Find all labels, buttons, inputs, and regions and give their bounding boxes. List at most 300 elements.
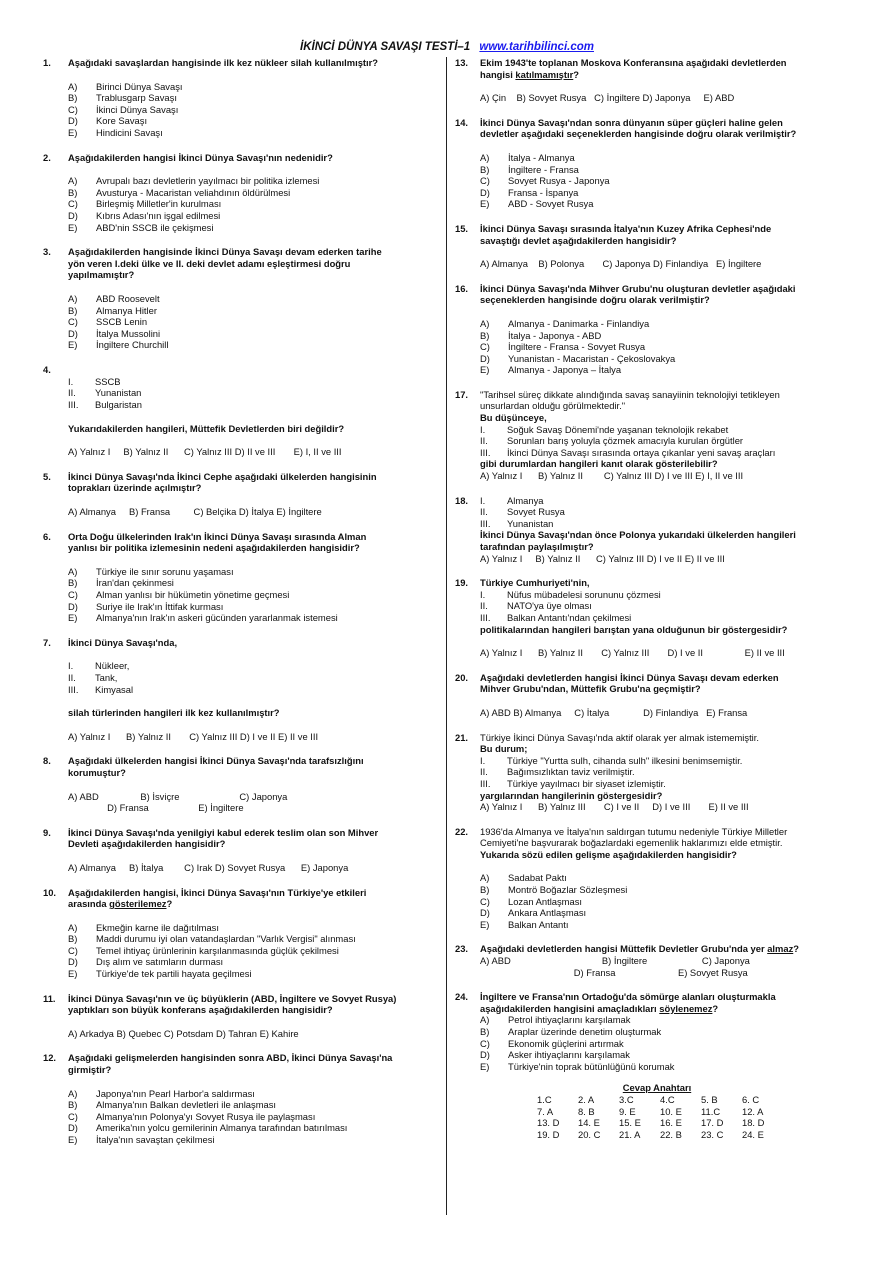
- roman-numeral: II.: [480, 766, 488, 778]
- question-number: 11.: [43, 992, 56, 1004]
- question-text-line: Yukarıdakilerden hangileri, Müttefik Devletlerden biri değildir?: [68, 422, 345, 434]
- answer-option[interactable]: [68, 612, 439, 624]
- question-18: [455, 495, 850, 565]
- answer-option[interactable]: [68, 933, 439, 945]
- option-letter: C): [68, 1110, 78, 1122]
- question-19: [455, 577, 850, 659]
- answer-option[interactable]: [68, 210, 439, 222]
- roman-item: [480, 495, 850, 507]
- option-text: Hindicini Savaşı: [96, 126, 163, 138]
- spacer: [455, 635, 850, 647]
- roman-item: [68, 376, 439, 388]
- roman-text: Nüfus mübadelesi sorununu çözmesi: [507, 588, 661, 600]
- option-text: Avusturya - Macaristan veliahdının öldürülmesi: [96, 186, 291, 198]
- question-9: [43, 827, 439, 874]
- option-text: Japonya'nın Pearl Harbor'a saldırması: [96, 1087, 255, 1099]
- question-22: [455, 826, 850, 931]
- question-number: 4.: [43, 363, 51, 375]
- spacer: [43, 814, 439, 827]
- option-text: İngiltere - Fransa - Sovyet Rusya: [508, 341, 646, 353]
- answer-option[interactable]: [480, 175, 850, 187]
- answer-option[interactable]: [480, 1014, 850, 1026]
- option-letter: B): [68, 304, 78, 316]
- roman-text: Sovyet Rusya: [507, 506, 565, 518]
- answer-option[interactable]: [68, 81, 439, 93]
- spacer: [455, 104, 850, 117]
- answer-choices-line[interactable]: D) Fransa E) İngiltere: [68, 802, 244, 814]
- answer-option[interactable]: [480, 872, 850, 884]
- spacer: [43, 494, 439, 506]
- option-text: İtalya'nın savaştan çekilmesi: [96, 1134, 215, 1145]
- question-text-line: arasında gösterilemez?: [68, 898, 173, 910]
- question-number: 2.: [43, 151, 51, 163]
- answer-key-cell: 19. D: [537, 1128, 560, 1140]
- question-prompt: gibi durumlardan hangileri kanıt olarak gösterilebilir?: [480, 458, 718, 470]
- answer-key-cell: 13. D: [537, 1117, 560, 1129]
- answer-option[interactable]: [480, 919, 850, 931]
- page-header: [0, 42, 894, 54]
- option-text: İkinci Dünya Savaşı: [96, 103, 179, 115]
- answer-option[interactable]: [480, 318, 850, 330]
- roman-text: İkinci Dünya Savaşı sırasında ortaya çıkanlar yeni savaş araçları: [507, 446, 776, 458]
- roman-item: [68, 660, 439, 672]
- answer-option[interactable]: [68, 127, 439, 139]
- left-column: [43, 57, 439, 1146]
- question-number: 15.: [455, 222, 469, 234]
- spacer: [455, 930, 850, 943]
- spacer: [455, 719, 850, 732]
- answer-option[interactable]: [480, 1026, 850, 1038]
- answer-choices-line[interactable]: A) ABD B) Almanya C) İtalya D) Finlandiya E) Fransa: [480, 706, 748, 718]
- roman-item: [480, 778, 850, 790]
- question-text-line: İkinci Dünya Savaşı'nda Mihver Grubu'nu oluşturan devletler aşağıdaki: [480, 282, 796, 294]
- question-5: [43, 471, 439, 518]
- question-text-line: tarafından paylaşılmıştır?: [480, 541, 594, 552]
- answer-choices-line[interactable]: A) Yalnız I B) Yalnız II C) Yalnız III D) I ve II E) II ve III: [480, 552, 725, 564]
- answer-key-cell: 8. B: [578, 1105, 595, 1117]
- answer-key-cell: 18. D: [742, 1117, 765, 1129]
- answer-choices-line[interactable]: A) ABD B) İsviçre C) Japonya: [68, 790, 288, 802]
- answer-key-cell: 23. C: [701, 1128, 724, 1140]
- spacer: [455, 860, 850, 872]
- option-letter: C): [68, 316, 78, 328]
- question-text-line: İkinci Dünya Savaşı sırasında İtalya'nın Kuzey Afrika Cephesi'nde: [480, 222, 772, 234]
- roman-item: [68, 387, 439, 399]
- answer-option[interactable]: [68, 198, 439, 210]
- answer-choices-line[interactable]: A) Almanya B) Fransa C) Belçika D) İtalya E) İngiltere: [68, 506, 322, 518]
- roman-numeral: III.: [480, 446, 491, 458]
- option-letter: B): [68, 186, 78, 198]
- option-text: Almanya Hitler: [96, 304, 157, 316]
- option-text: Asker ihtiyaçlarını karşılamak: [508, 1049, 630, 1061]
- roman-item: [68, 399, 439, 411]
- question-text-line: girmiştir?: [68, 1064, 112, 1076]
- answer-option[interactable]: [68, 956, 439, 968]
- option-text: Ekonomik güçlerini artırmak: [508, 1037, 624, 1049]
- option-letter: D): [68, 1122, 78, 1134]
- spacer: [43, 411, 439, 423]
- roman-text: Nükleer,: [95, 660, 130, 672]
- roman-numeral: II.: [68, 671, 76, 683]
- answer-key-cell: 7. A: [537, 1105, 554, 1117]
- question-text-line: seçeneklerden hangisinde doğru olarak verilmiştir?: [480, 294, 710, 306]
- spacer: [43, 910, 439, 922]
- question-text-line: İkinci Dünya Savaşı'nda,: [68, 636, 178, 648]
- option-text: Türkiye'nin toprak bütünlüğünü korumak: [508, 1060, 675, 1072]
- answer-option[interactable]: [480, 164, 850, 176]
- answer-key-table: [537, 1094, 783, 1140]
- question-number: 17.: [455, 388, 469, 400]
- question-prompt: yargılarından hangilerinin göstergesidir?: [480, 789, 663, 801]
- option-letter: B): [68, 92, 78, 104]
- answer-option[interactable]: [68, 922, 439, 934]
- answer-key-cell: 10. E: [660, 1105, 682, 1117]
- answer-choices-line[interactable]: D) Fransa E) Sovyet Rusya: [480, 966, 748, 978]
- question-text-line: aşağıdakilerden hangisini amaçladıkları söylenemez?: [480, 1002, 719, 1014]
- option-text: Kıbrıs Adası'nın işgal edilmesi: [96, 209, 221, 221]
- spacer: [43, 695, 439, 707]
- answer-option[interactable]: [480, 198, 850, 210]
- answer-key-cell: 4.C: [660, 1093, 675, 1105]
- roman-numeral: I.: [68, 660, 74, 672]
- roman-text: Kimyasal: [95, 683, 134, 695]
- option-text: Trablusgarp Savaşı: [96, 92, 177, 104]
- answer-option[interactable]: [68, 1122, 439, 1134]
- option-text: Petrol ihtiyaçlarını karşılamak: [508, 1014, 631, 1026]
- option-letter: E): [68, 968, 78, 980]
- answer-option[interactable]: [480, 330, 850, 342]
- question-number: 5.: [43, 470, 51, 482]
- answer-option[interactable]: [68, 222, 439, 234]
- answer-option[interactable]: [68, 115, 439, 127]
- roman-numeral: III.: [480, 517, 491, 529]
- spacer: [455, 210, 850, 223]
- answer-choices-line[interactable]: A) Almanya B) İtalya C) Irak D) Sovyet Rusya E) Japonya: [68, 861, 349, 873]
- option-letter: A): [480, 872, 490, 884]
- question-text-line: Türkiye İkinci Dünya Savaşı'nda aktif olarak yer almak istememiştir.: [480, 731, 759, 743]
- question-text-line: unsurlardan olduğu görülmektedir.": [480, 400, 626, 412]
- option-text: Avrupalı bazı devletlerin yayılmacı bir politika izlemesi: [96, 175, 320, 187]
- option-text: Amerika'nın yolcu gemilerinin Almanya tarafından batırılması: [96, 1122, 348, 1134]
- answer-key-cell: 14. E: [578, 1117, 600, 1129]
- option-text: Fransa - İspanya: [508, 186, 579, 198]
- answer-choices-line[interactable]: A) Arkadya B) Quebec C) Potsdam D) Tahran E) Kahire: [68, 1027, 299, 1039]
- site-link[interactable]: www.tarihbilinci.com: [479, 41, 594, 53]
- option-letter: D): [68, 600, 78, 612]
- roman-numeral: I.: [68, 375, 74, 387]
- question-number: 12.: [43, 1052, 57, 1064]
- question-text-line: Aşağıdaki devletlerden hangisi İkinci Dünya Savaşı devam ederken: [480, 671, 779, 683]
- spacer: [455, 306, 850, 318]
- question-number: 22.: [455, 825, 469, 837]
- answer-key-cell: 1.C: [537, 1093, 552, 1105]
- option-letter: D): [480, 186, 490, 198]
- question-number: 8.: [43, 755, 51, 767]
- answer-option[interactable]: [480, 1061, 850, 1073]
- roman-text: Tank,: [95, 671, 118, 683]
- answer-option[interactable]: [480, 341, 850, 353]
- answer-key-cell: 16. E: [660, 1117, 682, 1129]
- answer-key-cell: 17. D: [701, 1117, 724, 1129]
- option-letter: A): [68, 1087, 78, 1099]
- question-8: [43, 755, 439, 813]
- answer-option[interactable]: [68, 577, 439, 589]
- roman-item: [480, 435, 850, 447]
- roman-text: Türkiye yayılmacı bir siyaset izlemiştir.: [507, 777, 666, 789]
- question-text-line: Aşağıdakilerden hangisinde İkinci Dünya Savaşı devam ederken tarihe: [68, 246, 382, 258]
- answer-option[interactable]: [480, 884, 850, 896]
- answer-key-cell: 3.C: [619, 1093, 634, 1105]
- question-text-line: Ekim 1943'te toplanan Moskova Konferansına aşağıdaki devletlerden: [480, 57, 787, 68]
- question-number: 18.: [455, 494, 469, 506]
- option-text: Almanya - Danimarka - Finlandiya: [508, 317, 650, 329]
- question-13: [455, 57, 850, 104]
- roman-numeral: II.: [480, 435, 488, 447]
- answer-option[interactable]: [68, 316, 439, 328]
- spacer: [43, 518, 439, 531]
- question-text-line: İkinci Dünya Savaşı'nda yenilgiyi kabul ederek teslim olan son Mihver: [68, 826, 379, 838]
- option-text: Sovyet Rusya - Japonya: [508, 175, 610, 187]
- question-text-line: toprakları üzerinde açılmıştır?: [68, 482, 202, 494]
- option-text: Almanya'nın Balkan devletleri ile anlaşması: [96, 1099, 277, 1111]
- question-number: 6.: [43, 530, 51, 542]
- spacer: [455, 270, 850, 283]
- roman-text: Soğuk Savaş Dönemi'nde yaşanan teknolojik rekabet: [507, 423, 729, 435]
- answer-key-cell: 15. E: [619, 1117, 641, 1129]
- answer-option[interactable]: [480, 152, 850, 164]
- question-number: 3.: [43, 246, 51, 258]
- option-letter: E): [68, 339, 78, 351]
- spacer: [43, 351, 439, 364]
- answer-option[interactable]: [68, 1111, 439, 1123]
- spacer: [43, 624, 439, 637]
- spacer: [43, 458, 439, 471]
- option-text: Almanya'nın Irak'ın askeri gücünden yararlanmak istemesi: [96, 612, 338, 624]
- roman-numeral: I.: [480, 423, 486, 435]
- answer-choices-line[interactable]: A) Yalnız I B) Yalnız III C) I ve II D) I ve III E) II ve III: [480, 801, 749, 813]
- question-text-line: Aşağıdaki gelişmelerden hangisinden sonra ABD, İkinci Dünya Savaşı'na: [68, 1052, 393, 1064]
- question-prompt: Bu düşünceye,: [480, 412, 547, 424]
- question-6: [43, 531, 439, 624]
- answer-option[interactable]: [68, 566, 439, 578]
- option-text: Birleşmiş Milletler'in kurulması: [96, 198, 222, 210]
- question-text-line: Orta Doğu ülkelerinden Irak'ın İkinci Dünya Savaşı sırasında Alman: [68, 530, 367, 542]
- answer-option[interactable]: [68, 328, 439, 340]
- question-text-line: İngiltere ve Fransa'nın Ortadoğu'da sömürge alanları oluşturmakla: [480, 991, 776, 1003]
- answer-option[interactable]: [68, 293, 439, 305]
- question-text-line: yanlısı bir politika izlemesinin nedeni aşağıdakilerden hangisidir?: [68, 542, 360, 554]
- option-text: Sadabat Paktı: [508, 872, 567, 884]
- option-letter: B): [68, 933, 78, 945]
- option-text: Lozan Antlaşması: [508, 895, 583, 907]
- question-20: [455, 672, 850, 719]
- spacer: [43, 434, 439, 446]
- spacer: [455, 482, 850, 495]
- roman-numeral: II.: [480, 600, 488, 612]
- answer-choices-line[interactable]: A) Almanya B) Polonya C) Japonya D) Finlandiya E) İngiltere: [480, 258, 762, 270]
- spacer: [455, 564, 850, 577]
- option-letter: C): [68, 198, 78, 210]
- roman-numeral: III.: [480, 777, 491, 789]
- spacer: [43, 980, 439, 993]
- answer-option[interactable]: [68, 1134, 439, 1146]
- option-letter: A): [480, 317, 490, 329]
- answer-option[interactable]: [68, 1099, 439, 1111]
- question-text-line: yapılmamıştır?: [68, 269, 135, 281]
- test-title: İKİNCİ DÜNYA SAVAŞI TESTİ–1: [300, 41, 471, 53]
- answer-option[interactable]: [68, 589, 439, 601]
- option-text: ABD - Sovyet Rusya: [508, 198, 594, 210]
- option-text: Almanya - Japonya – İtalya: [508, 364, 622, 376]
- spacer: [43, 233, 439, 246]
- option-text: Ekmeğin karne ile dağıtılması: [96, 921, 219, 933]
- option-letter: B): [68, 1099, 78, 1111]
- option-letter: D): [68, 209, 78, 221]
- option-text: İtalya - Almanya: [508, 151, 575, 163]
- answer-option[interactable]: [68, 945, 439, 957]
- roman-numeral: III.: [68, 683, 79, 695]
- question-text-line: İkinci Dünya Savaşı'nın ve üç büyüklerin (ABD, İngiltere ve Sovyet Rusya): [68, 992, 397, 1004]
- roman-item: [480, 424, 850, 436]
- question-number: 16.: [455, 282, 469, 294]
- answer-option[interactable]: [480, 353, 850, 365]
- question-text-line: Aşağıdaki devletlerden hangisi Müttefik Devletler Grubu'nda yer almaz?: [480, 943, 799, 955]
- option-letter: C): [480, 341, 490, 353]
- spacer: [43, 719, 439, 731]
- roman-item: [68, 684, 439, 696]
- option-letter: A): [68, 921, 78, 933]
- question-number: 24.: [455, 991, 469, 1003]
- answer-key-cell: 24. E: [742, 1128, 764, 1140]
- answer-key-row: [537, 1129, 783, 1141]
- question-17: [455, 389, 850, 482]
- answer-option[interactable]: [68, 104, 439, 116]
- option-letter: E): [68, 221, 78, 233]
- roman-item: [480, 447, 850, 459]
- answer-option[interactable]: [68, 92, 439, 104]
- question-number: 20.: [455, 671, 469, 683]
- roman-text: NATO'ya üye olması: [507, 600, 592, 612]
- answer-option[interactable]: [480, 1038, 850, 1050]
- question-11: [43, 993, 439, 1040]
- question-text-line: silah türlerinden hangileri ilk kez kullanılmıştır?: [68, 707, 280, 719]
- option-text: Alman yanlısı bir hükümetin yönetime geçmesi: [96, 589, 290, 600]
- option-text: Balkan Antantı: [508, 918, 569, 930]
- answer-option[interactable]: [480, 1049, 850, 1061]
- spacer: [43, 554, 439, 566]
- spacer: [455, 813, 850, 826]
- question-text-line: hangisi katılmamıştır?: [480, 68, 579, 80]
- answer-option[interactable]: [68, 968, 439, 980]
- option-letter: E): [68, 612, 78, 624]
- question-3: [43, 246, 439, 351]
- answer-option[interactable]: [480, 364, 850, 376]
- question-12: [43, 1052, 439, 1145]
- question-text-line: politikalarından hangileri barıştan yana olduğunun bir göstergesidir?: [480, 623, 788, 635]
- roman-numeral: II.: [68, 387, 76, 399]
- answer-key-cell: 12. A: [742, 1105, 764, 1117]
- question-text-line: Türkiye Cumhuriyeti'nin,: [480, 577, 590, 589]
- roman-text: SSCB: [95, 375, 121, 387]
- option-letter: B): [480, 329, 490, 341]
- question-24: [455, 991, 850, 1072]
- answer-option[interactable]: [68, 1088, 439, 1100]
- answer-key-cell: 6. C: [742, 1093, 760, 1105]
- answer-option[interactable]: [480, 907, 850, 919]
- option-letter: E): [480, 364, 490, 376]
- answer-key-cell: 9. E: [619, 1105, 636, 1117]
- spacer: [455, 695, 850, 707]
- roman-text: Bağımsızlıktan taviz verilmiştir.: [507, 766, 635, 778]
- question-text-line: Aşağıdaki savaşlardan hangisinde ilk kez nükleer silah kullanılmıştır?: [68, 57, 379, 68]
- option-letter: C): [68, 103, 78, 115]
- answer-option[interactable]: [68, 187, 439, 199]
- question-number: 9.: [43, 826, 51, 838]
- option-text: SSCB Lenin: [96, 316, 148, 328]
- option-text: Almanya'nın Polonya'yı Sovyet Rusya ile paylaşması: [96, 1110, 316, 1122]
- question-text-line: "Tarihsel süreç dikkate alındığında savaş sanayiinin teknolojiyi tetikleyen: [480, 388, 780, 400]
- spacer: [43, 163, 439, 175]
- question-text-line: devletler aşağıdaki seçeneklerden hangisinde doğru olarak verilmiştir?: [480, 128, 797, 140]
- question-text-line: Aşağıdakilerden hangisi İkinci Dünya Savaşı'nın nedenidir?: [68, 151, 333, 163]
- spacer: [43, 1016, 439, 1028]
- roman-text: Balkan Antantı'ndan çekilmesi: [507, 611, 632, 623]
- question-text-line: savaştığı devlet aşağıdakilerden hangisidir?: [480, 234, 677, 246]
- spacer: [43, 850, 439, 862]
- answer-option[interactable]: [68, 339, 439, 351]
- right-column: [455, 57, 850, 1140]
- answer-key: [537, 1082, 850, 1140]
- answer-key-row: [537, 1117, 783, 1129]
- answer-choices-line[interactable]: A) Yalnız I B) Yalnız II C) Yalnız III D) I ve II E) II ve III: [480, 647, 785, 659]
- answer-option[interactable]: [68, 601, 439, 613]
- question-number: 10.: [43, 886, 57, 898]
- answer-choices-line[interactable]: A) Yalnız I B) Yalnız II C) Yalnız III D) I ve II E) II ve III: [68, 730, 319, 742]
- option-letter: D): [68, 956, 78, 968]
- answer-option[interactable]: [480, 187, 850, 199]
- roman-item: [68, 672, 439, 684]
- spacer: [43, 742, 439, 755]
- roman-item: [480, 755, 850, 767]
- option-letter: E): [68, 1134, 78, 1145]
- option-letter: E): [480, 198, 490, 210]
- option-letter: D): [480, 1049, 490, 1061]
- roman-item: [480, 506, 850, 518]
- question-14: [455, 117, 850, 210]
- option-text: İngiltere - Fransa: [508, 163, 579, 175]
- option-letter: D): [68, 115, 78, 127]
- spacer: [43, 364, 439, 376]
- roman-numeral: III.: [480, 611, 491, 623]
- answer-choices-line[interactable]: A) Yalnız I B) Yalnız II C) Yalnız III D) I ve III E) I, II ve III: [480, 470, 744, 482]
- answer-choices-line[interactable]: A) Çin B) Sovyet Rusya C) İngiltere D) Japonya E) ABD: [480, 92, 735, 104]
- answer-choices-line[interactable]: A) Yalnız I B) Yalnız II C) Yalnız III D) II ve III E) I, II ve III: [68, 446, 342, 458]
- answer-option[interactable]: [68, 305, 439, 317]
- spacer: [43, 281, 439, 293]
- question-text-line: korumuştur?: [68, 766, 126, 778]
- roman-item: [480, 589, 850, 601]
- roman-item: [480, 600, 850, 612]
- answer-option[interactable]: [68, 175, 439, 187]
- answer-key-cell: 20. C: [578, 1128, 601, 1140]
- answer-choices-line[interactable]: A) ABD B) İngiltere C) Japonya: [480, 955, 750, 967]
- option-text: Araplar üzerinde denetim oluşturmak: [508, 1026, 662, 1037]
- option-text: Türkiye ile sınır sorunu yaşaması: [96, 565, 234, 577]
- answer-option[interactable]: [480, 896, 850, 908]
- spacer: [43, 69, 439, 81]
- question-text-line: İkinci Dünya Savaşı'ndan sonra dünyanın süper güçleri haline gelen: [480, 116, 783, 128]
- option-letter: D): [68, 327, 78, 339]
